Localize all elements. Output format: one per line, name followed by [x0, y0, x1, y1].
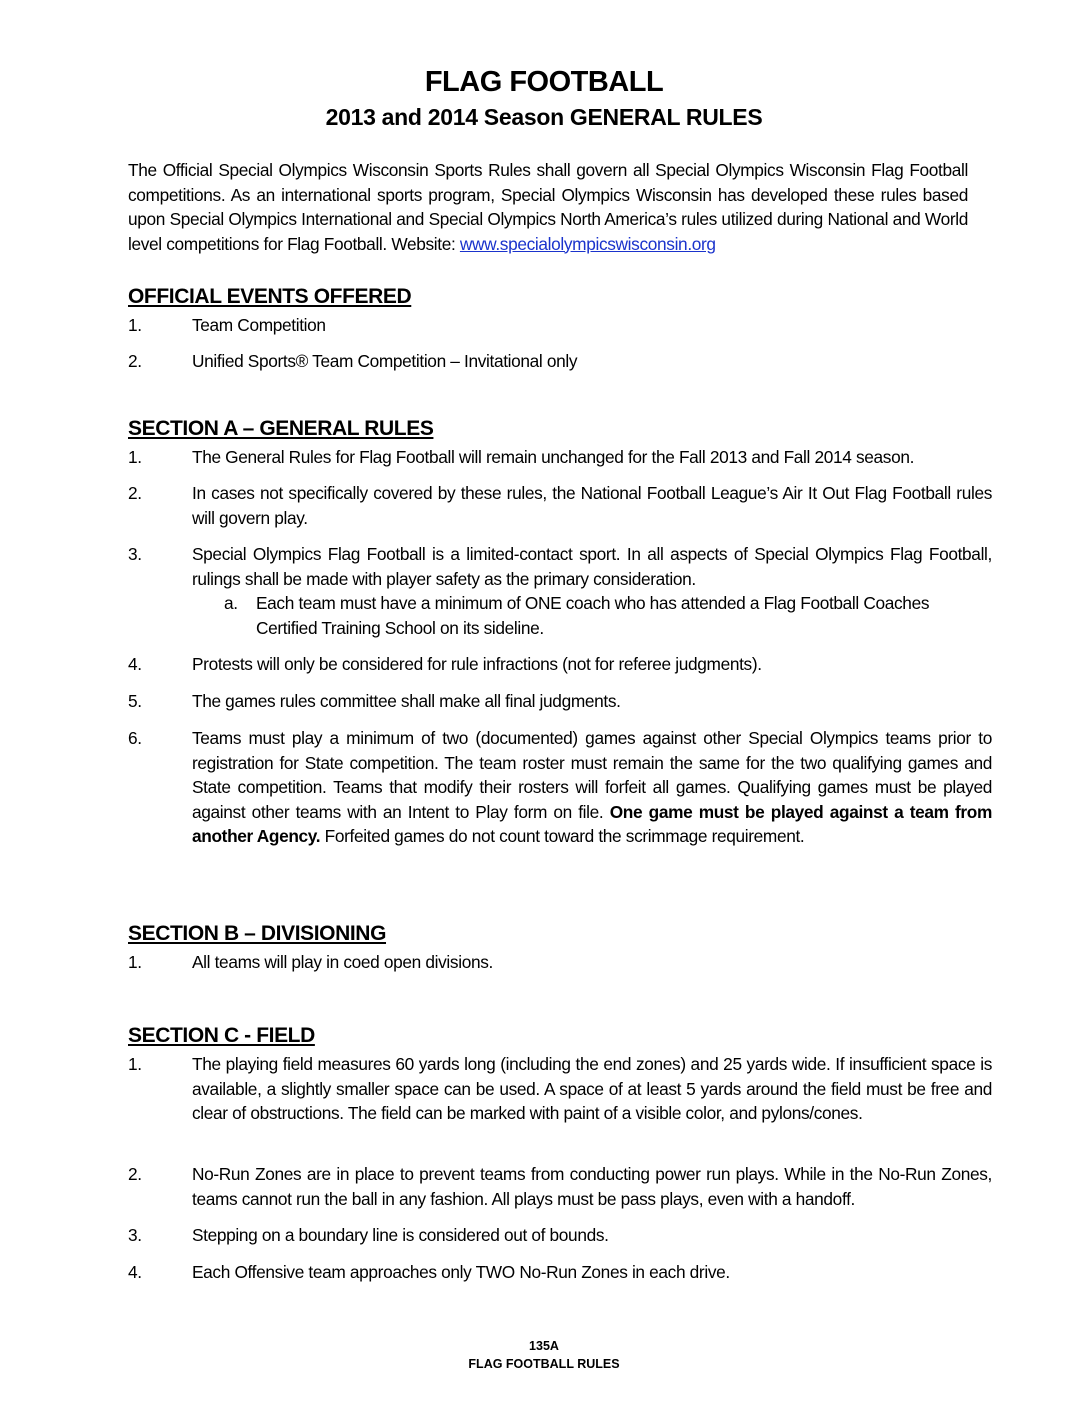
list-item	[128, 445, 992, 470]
item-number: 5.	[128, 691, 142, 711]
section-a-heading: SECTION A – GENERAL RULES	[128, 417, 434, 440]
item-text: Each team must have a minimum of ONE coach who has attended a Flag Football Coaches Certified Training School on its sideline.	[256, 593, 930, 638]
section-b-heading: SECTION B – DIVISIONING	[128, 922, 387, 945]
item-number: 4.	[128, 1262, 142, 1282]
item-text: The General Rules for Flag Football will remain unchanged for the Fall 2013 and Fall 2014 season.	[192, 447, 915, 467]
item-number: 1.	[128, 447, 142, 467]
item-number: 1.	[128, 1054, 142, 1074]
item-number: 3.	[128, 1225, 142, 1245]
document-title: FLAG FOOTBALL	[424, 66, 664, 98]
footer-label: FLAG FOOTBALL RULES	[468, 1357, 620, 1371]
item-text: Protests will only be considered for rule infractions (not for referee judgments).	[192, 654, 762, 674]
list-item	[128, 1052, 992, 1126]
section-c-heading: SECTION C - FIELD	[128, 1024, 315, 1047]
website-link[interactable]: www.specialolympicswisconsin.org	[459, 233, 716, 254]
list-item	[128, 726, 992, 849]
sub-list-item	[192, 591, 992, 640]
item-text: Team Competition	[192, 315, 326, 335]
document-subtitle: 2013 and 2014 Season GENERAL RULES	[325, 104, 763, 130]
item-number: 2.	[128, 1164, 142, 1184]
item-text: The games rules committee shall make all final judgments.	[192, 691, 621, 711]
item-number: 6.	[128, 728, 142, 748]
list-item	[128, 689, 992, 714]
item-text: Each Offensive team approaches only TWO No-Run Zones in each drive.	[192, 1262, 730, 1282]
list-item	[128, 481, 992, 530]
item-number: 2.	[128, 483, 142, 503]
item-text	[192, 726, 992, 849]
list-item	[128, 1162, 992, 1211]
item-text: No-Run Zones are in place to prevent teams from conducting power run plays. While in the No-Run Zones, teams cannot run the ball in any fashion. All plays must be pass plays, even with a handoff.	[192, 1164, 992, 1209]
item-number: 3.	[128, 544, 142, 564]
list-item	[128, 652, 992, 677]
item-number: 2.	[128, 351, 142, 371]
list-item	[128, 1223, 992, 1248]
page-number: 135A	[529, 1339, 559, 1353]
list-item	[128, 349, 992, 374]
item-text: Stepping on a boundary line is considered out of bounds.	[192, 1225, 609, 1245]
rule-emphasis: One game must be played against a team from another Agency.	[192, 801, 993, 846]
rule-text: Forfeited games do not count toward the scrimmage requirement.	[320, 826, 805, 846]
item-letter: a.	[224, 593, 238, 613]
item-text: Special Olympics Flag Football is a limited-contact sport. In all aspects of Special Olympics Flag Football, rulings shall be made with player safety as the primary consideration.	[192, 544, 992, 589]
item-text: In cases not specifically covered by these rules, the National Football League’s Air It Out Flag Football rules will govern play.	[192, 483, 992, 528]
item-number: 1.	[128, 952, 142, 972]
item-text: The playing field measures 60 yards long (including the end zones) and 25 yards wide. If insufficient space is available, a slightly smaller space can be used. A space of at least 5 yards around the field must be free and clear of obstructions. The field can be marked with paint of a visible color, and pylons/cones.	[192, 1054, 992, 1123]
list-item	[128, 542, 992, 591]
rule-text: Teams must play a minimum of two (documented) games against other Special Olympics teams prior to registration for State competition. The team roster must remain the same for the two qualifying games and State competition. Teams that modify their rosters will forfeit all games. Qualifying games must be played against other teams with an Intent to Play form on file.	[192, 728, 992, 822]
list-item	[128, 1260, 992, 1285]
intro-paragraph	[128, 158, 968, 256]
item-number: 4.	[128, 654, 142, 674]
item-text: All teams will play in coed open divisions.	[192, 952, 493, 972]
list-item	[128, 313, 992, 338]
item-text: Unified Sports® Team Competition – Invitational only	[192, 351, 578, 371]
item-number: 1.	[128, 315, 142, 335]
events-heading: OFFICIAL EVENTS OFFERED	[128, 285, 412, 308]
intro-text: The Official Special Olympics Wisconsin Sports Rules shall govern all Special Olympics Wisconsin Flag Football competitions. As an international sports program, Special Olympics Wisconsin has developed these rules based upon Special Olympics International and Special Olympics North America’s rules utilized during National and World level competitions for Flag Football. Website:	[128, 160, 968, 254]
list-item	[128, 950, 992, 975]
